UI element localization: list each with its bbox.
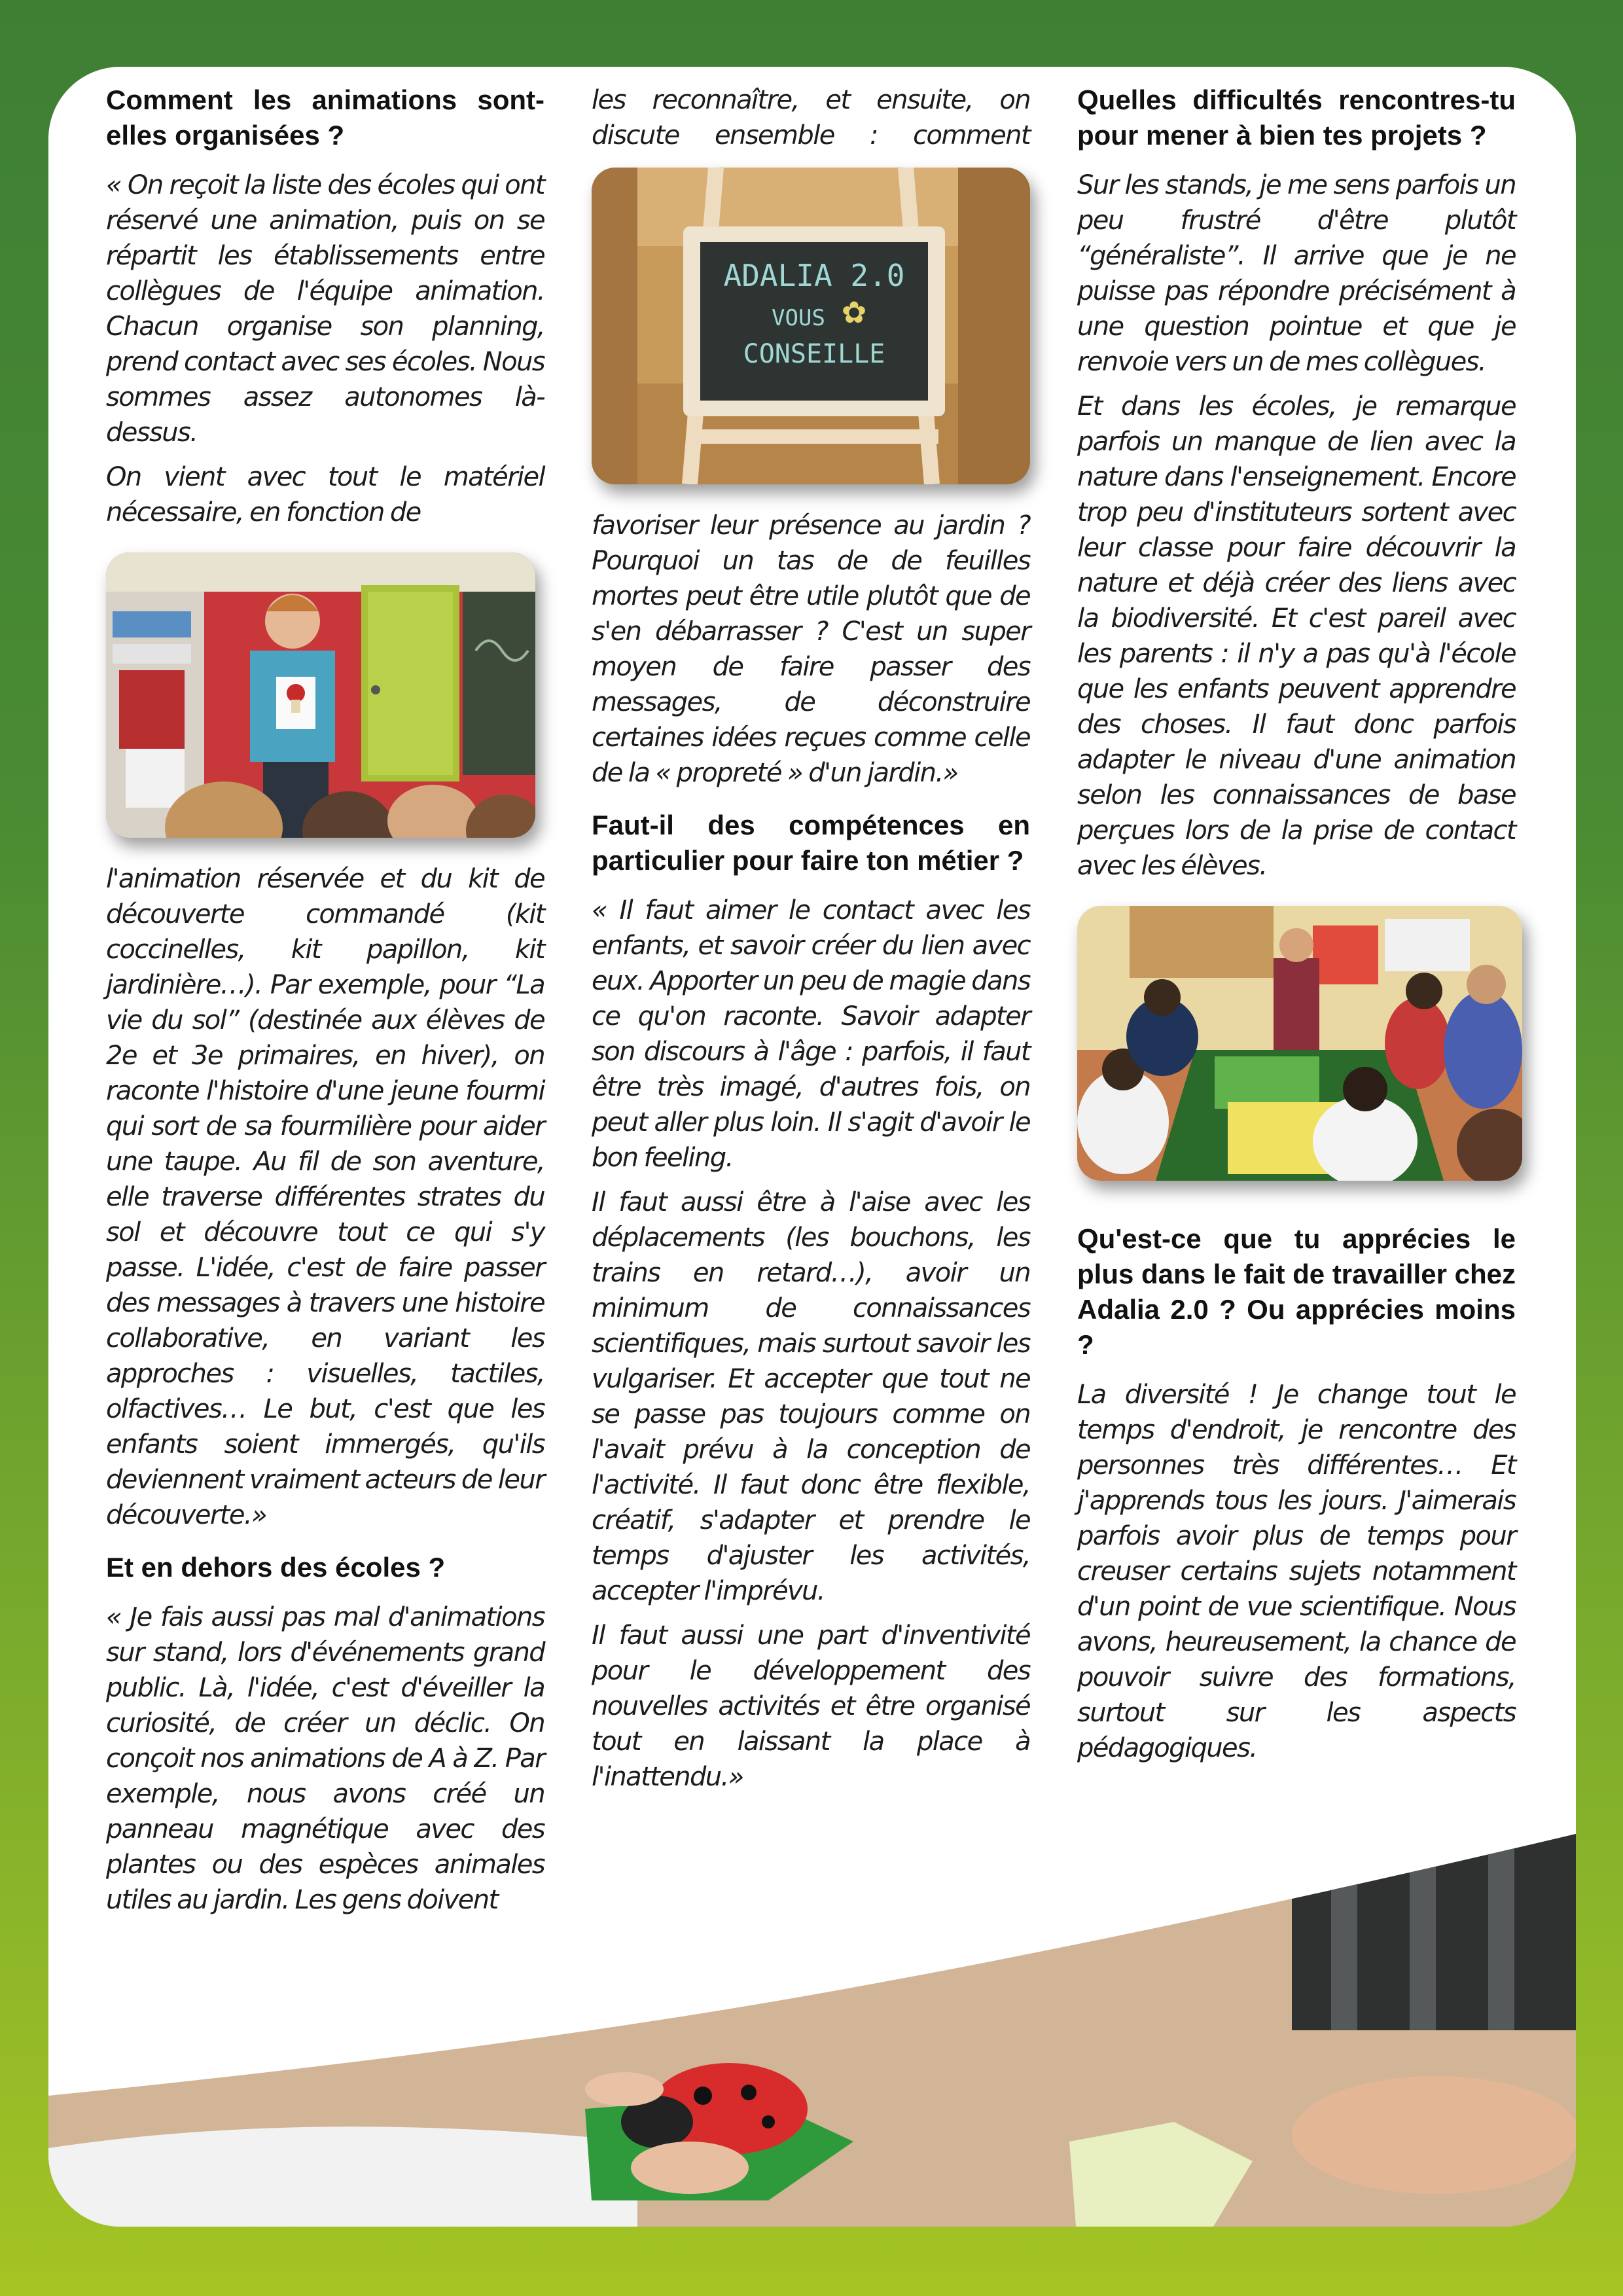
column-3 xyxy=(1077,82,1516,1775)
paragraph: Et dans les écoles, je remarque parfois un manque de lien avec la nature dans l'enseignement. Encore trop peu d'instituteurs sortent avec leur classe pour faire découvrir la nature et déjà créer des liens avec la biodiversité. Et c'est pareil avec les parents : il n'y a pas qu'à l'école que les enfants peuvent apprendre des choses. Il faut donc parfois adapter le niveau d'une animation selon les connaissances de base perçues lors de la prise de contact avec les élèves. xyxy=(1077,391,1516,881)
paragraph: Sur les stands, je me sens parfois un peu frustré d'être plutôt “généraliste”. Il arrive que je ne puisse pas répondre précisément à une question pointue et que je renvoie vers un de mes collègues. xyxy=(1077,170,1516,377)
children-game-photo xyxy=(1077,906,1522,1181)
paragraph: Il faut aussi une part d'inventivité pour le développement des nouvelles activités et être organisé tout en laissant la place à l'inattendu.» xyxy=(592,1621,1030,1792)
flower-icon: ✿ xyxy=(841,295,867,330)
chalkboard-line-1: ADALIA 2.0 xyxy=(723,258,905,293)
heading-outside-schools: Et en dehors des écoles ? xyxy=(106,1552,446,1583)
paragraph: les reconnaître, et ensuite, on discute ensemble : comment xyxy=(592,85,1030,151)
column-2 xyxy=(592,82,1030,1804)
paragraph: La diversité ! Je change tout le temps d'endroit, je rencontre des personnes très différentes… Et j'apprends tous les jours. J'aimerais parfois avoir plus de temps pour creuser certains sujets notamment d'un point de vue scientifique. Nous avons, heureusement, la chance de pouvoir suivre des formations, surtout sur les aspects pédagogiques. xyxy=(1077,1380,1516,1763)
chalkboard-line-2: VOUS xyxy=(772,305,825,331)
paragraph: « On reçoit la liste des écoles qui ont réservé une animation, puis on se répartit les établissements entre collègues de l'équipe animation. Chacun organise son planning, prend contact avec ses écoles. Nous sommes assez autonomes là-dessus. xyxy=(106,170,544,448)
heading-organisation: Comment les animations sont-elles organisées ? xyxy=(106,84,544,151)
page-panel xyxy=(48,67,1576,2227)
chalkboard-photo xyxy=(592,168,1030,484)
paragraph: l'animation réservée et du kit de découverte commandé (kit coccinelles, kit papillon, kit jardinière…). Par exemple, pour “La vie du sol” (destinée aux élèves de 2e et 3e primaires, en hiver), on raconte l'histoire d'une jeune fourmi qui sort de sa fourmilière pour aider une taupe. Au fil de son aventure, elle traverse différentes strates du sol et découvre tout ce qui s'y passe. L'idée, c'est de faire passer des messages à travers une histoire collaborative, en variant les approches : visuelles, tactiles, olfactives… Le but, c'est que les enfants soient immergés, qu'ils deviennent vraiment acteurs de leur découverte.» xyxy=(106,864,544,1530)
ladybug-puzzle-photo xyxy=(48,1834,1576,2227)
paragraph: « Je fais aussi pas mal d'animations sur stand, lors d'événements grand public. Là, l'idée, c'est d'éveiller la curiosité, de créer un déclic. On conçoit nos animations de A à Z. Par exemple, nous avons créé un panneau magnétique avec des plantes ou des espèces animales utiles au jardin. Les gens doivent xyxy=(106,1602,544,1915)
paragraph: « Il faut aimer le contact avec les enfants, et savoir créer du lien avec eux. Apporter un peu de magie dans ce qu'on raconte. Savoir adapter son discours à l'âge : parfois, il faut être très imagé, d'autres fois, on peut aller plus loin. Il s'agit d'avoir le bon feeling. xyxy=(592,895,1030,1173)
heading-competences: Faut-il des compétences en particulier pour faire ton métier ? xyxy=(592,810,1030,876)
classroom-animation-photo xyxy=(106,552,535,838)
paragraph: Il faut aussi être à l'aise avec les déplacements (les bouchons, les trains en retard…), avoir un minimum de connaissances scientifiques, mais surtout savoir les vulgariser. Et accepter que tout ne se passe pas toujours comme on l'avait prévu à la conception de l'activité. Il faut donc être flexible, créatif, s'adapter et prendre le temps d'ajuster les activités, accepter l'imprévu. xyxy=(592,1187,1030,1606)
heading-apprecies: Qu'est-ce que tu apprécies le plus dans le fait de travailler chez Adalia 2.0 ? Ou apprécies moins ? xyxy=(1077,1223,1516,1360)
column-1 xyxy=(106,82,544,1927)
heading-difficultes: Quelles difficultés rencontres-tu pour mener à bien tes projets ? xyxy=(1077,84,1516,151)
paragraph: favoriser leur présence au jardin ? Pourquoi un tas de de feuilles mortes peut être utile plutôt que de s'en débarrasser ? C'est un super moyen de faire passer des messages, de déconstruire certaines idées reçues comme celle de la « propreté » d'un jardin.» xyxy=(592,511,1030,788)
paragraph: On vient avec tout le matériel nécessaire, en fonction de xyxy=(106,462,544,528)
chalkboard-line-3: CONSEILLE xyxy=(743,339,885,369)
